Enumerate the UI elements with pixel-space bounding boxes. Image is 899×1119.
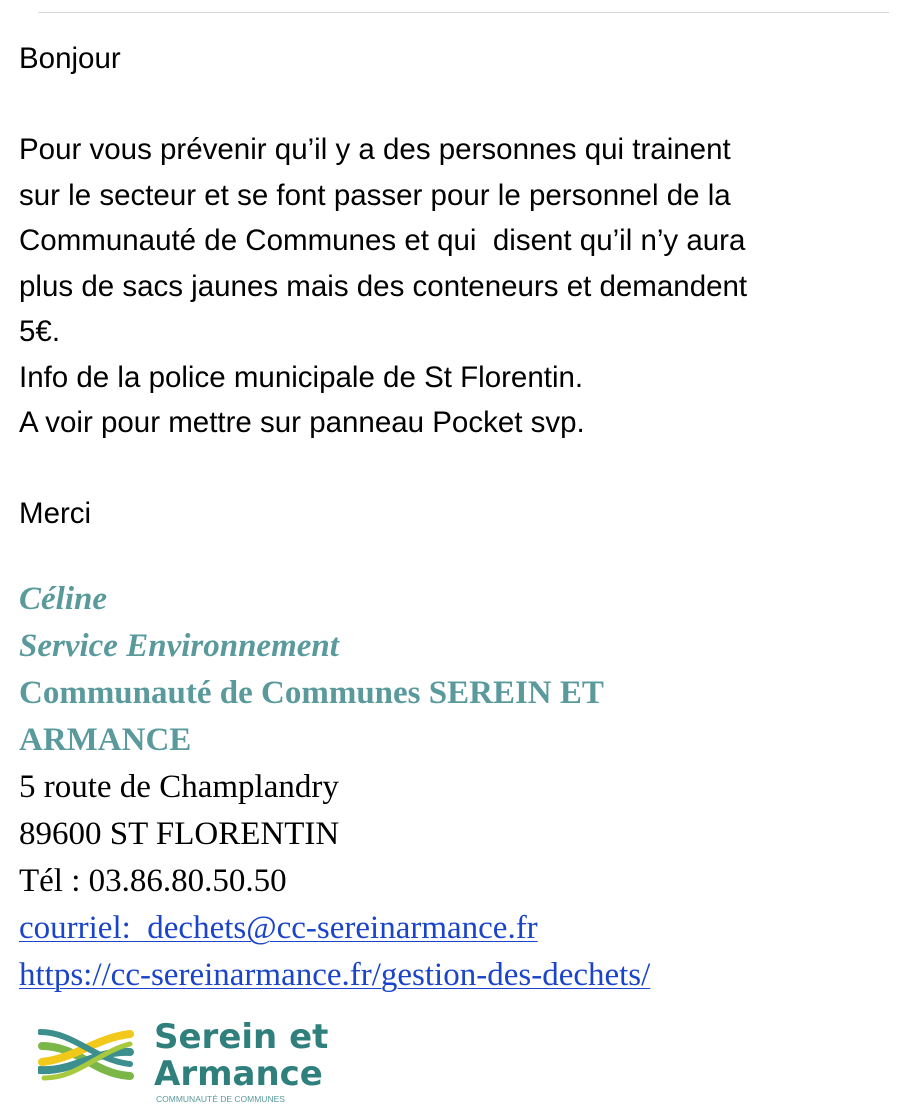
logo-tagline: COMMUNAUTÉ DE COMMUNES xyxy=(156,1094,285,1104)
signature-email-link[interactable]: courriel: dechets@cc-sereinarmance.fr xyxy=(19,910,538,946)
serein-armance-logo xyxy=(38,1012,358,1108)
message-line: 5€. xyxy=(19,315,61,348)
closing: Merci xyxy=(19,497,92,530)
message-line: Communauté de Communes et qui disent qu’il n’y aura xyxy=(19,224,746,257)
logo-mark-icon xyxy=(38,1012,358,1108)
message-line: plus de sacs jaunes mais des conteneurs et demandent xyxy=(19,269,748,303)
message-line: Info de la police municipale de St Florentin. xyxy=(19,360,584,394)
email-body xyxy=(19,36,889,537)
signature-organization-cont: ARMANCE xyxy=(19,722,192,758)
signature-name: Céline xyxy=(19,581,107,617)
email-header-divider xyxy=(38,12,889,13)
blank-line xyxy=(19,446,889,492)
signature-address-street: 5 route de Champlandry xyxy=(19,769,339,805)
message-line: A voir pour mettre sur panneau Pocket svp. xyxy=(19,406,585,439)
message-line: Pour vous prévenir qu’il y a des personnes qui trainent xyxy=(19,133,731,166)
logo-line1: Serein et xyxy=(154,1017,329,1057)
blank-line xyxy=(19,82,889,128)
signature-phone: Tél : 03.86.80.50.50 xyxy=(19,863,287,899)
signature-website-link[interactable]: https://cc-sereinarmance.fr/gestion-des-dechets/ xyxy=(19,957,651,993)
greeting: Bonjour xyxy=(19,42,121,75)
signature-department: Service Environnement xyxy=(19,628,339,664)
signature-organization: Communauté de Communes SEREIN ET xyxy=(19,675,604,711)
email-signature xyxy=(19,576,889,999)
signature-address-city: 89600 ST FLORENTIN xyxy=(19,816,340,852)
message-line: sur le secteur et se font passer pour le personnel de la xyxy=(19,178,731,212)
logo-line2: Armance xyxy=(154,1054,323,1094)
